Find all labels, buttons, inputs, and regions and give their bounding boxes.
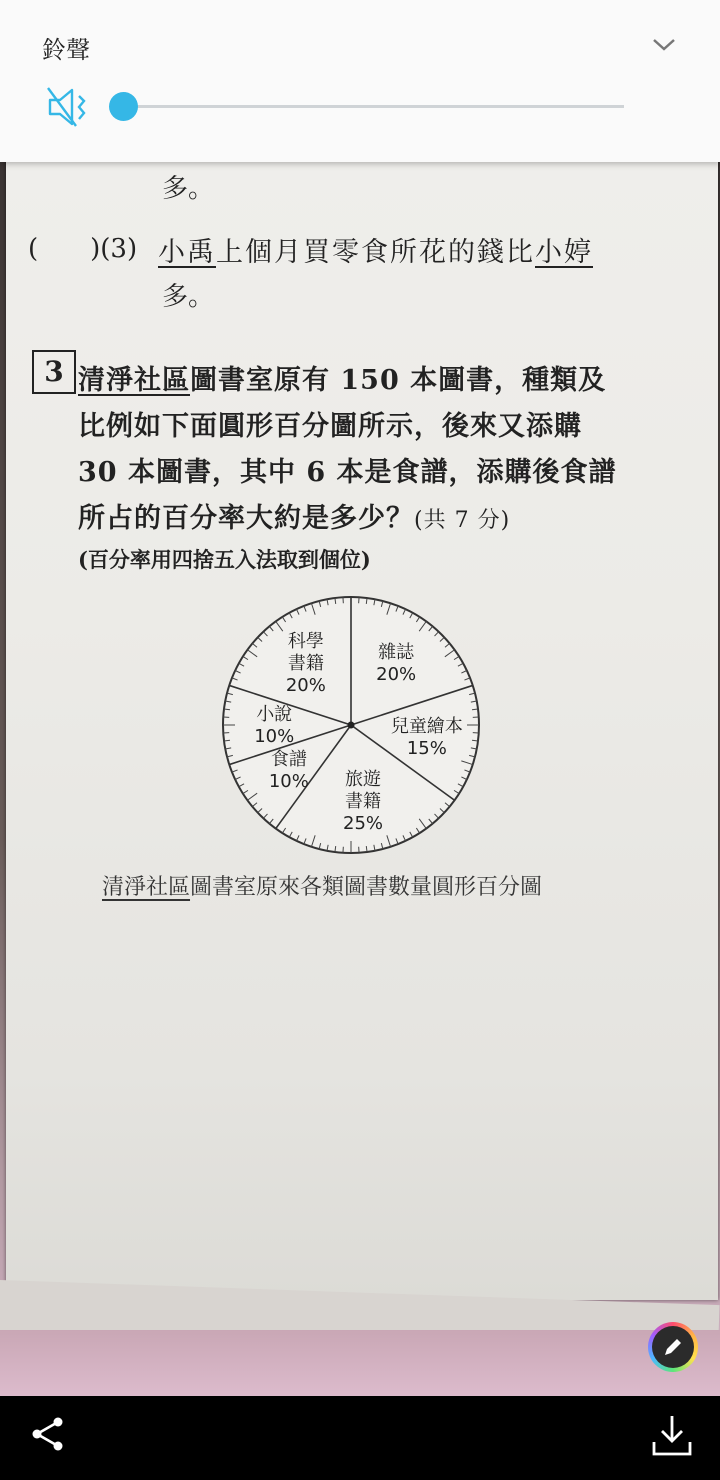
pie-slice-label: 20% [285,674,326,696]
pie-slice-label: 書籍 [345,790,382,812]
question-points: (共 7 分) [414,508,511,533]
caption-name: 清淨社區 [102,875,191,900]
volume-slider-track[interactable] [124,105,624,108]
item3-line [158,230,593,269]
pie-slice-label: 兒童繪本 [390,716,463,738]
pie-slice-label: 科學 [287,630,324,652]
download-icon[interactable] [650,1412,694,1458]
question-number: 3 [32,350,76,394]
mute-icon[interactable] [46,86,92,128]
pie-slice-label: 15% [406,738,447,760]
caption-rest: 圖書室原來各類圖書數量圓形百分圖 [190,875,543,900]
item3-name1: 小禹 [158,237,216,268]
volume-stream-title: 鈴聲 [42,36,90,64]
question-line-2: 比例如下面圓形百分圖所示，後來又添購 [78,411,582,442]
question-line-1-rest: 圖書室原有 150 本圖書，種類及 [190,365,607,396]
photo-viewer [0,160,720,1396]
item3-paren: ( )(3) [28,234,138,264]
pie-slice-label: 20% [376,663,417,685]
pie-slice-label: 10% [254,726,295,747]
question-line-1 [78,358,606,397]
item3-end: 多。 [162,282,215,312]
item3-text: 上個月買零食所花的錢比 [216,237,535,268]
question-line-4-text: 所占的百分率大約是多少？ [78,503,414,534]
question-line-4 [78,496,510,535]
pie-center [348,722,355,729]
pie-slice-label: 25% [343,812,384,834]
pie-slice-label: 10% [268,771,309,793]
chart-caption [102,870,542,901]
item3-name2: 小婷 [535,237,593,268]
chevron-down-icon[interactable] [648,32,680,56]
edit-icon [662,1336,684,1358]
worksheet-paper [6,160,718,1300]
question-name: 清淨社區 [78,365,190,396]
volume-panel [0,0,720,162]
question-line-3: 30 本圖書，其中 6 本是食譜，添購後食譜 [78,457,617,488]
question-note: (百分率用四捨五入法取到個位) [78,547,371,572]
pie-chart-svg [216,590,486,860]
pie-slice-label: 食譜 [270,749,307,771]
pie-slice-label: 旅遊 [345,768,382,790]
edit-button[interactable] [648,1322,698,1372]
pie-chart [216,590,486,860]
pie-slice-label: 小說 [256,704,293,725]
prev-line-end: 多。 [162,174,215,204]
table-surface [0,1330,720,1396]
bottom-toolbar [0,1396,720,1480]
share-icon[interactable] [28,1414,68,1454]
volume-slider-thumb[interactable] [109,92,138,121]
pie-slice-label: 書籍 [287,652,324,674]
pie-slice-label: 雜誌 [378,641,415,663]
edit-button-inner [652,1326,694,1368]
